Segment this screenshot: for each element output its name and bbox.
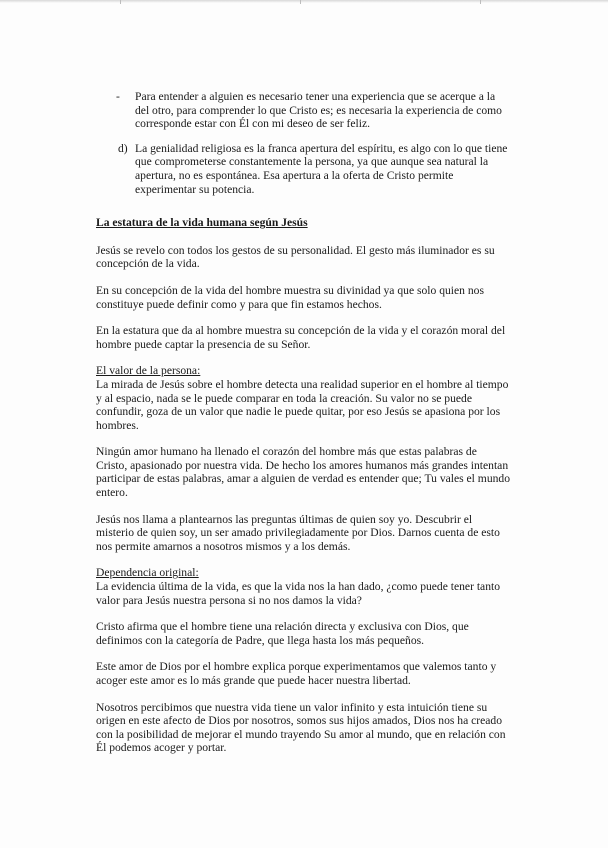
paragraph: Jesús nos llama a plantearnos las preguntas últimas de quien soy yo. Descubrir el misterio de quien soy, un ser amado privilegiadamente por Dios. Darnos cuenta de esto nos permite amarnos a nosotros mismos y a los demás. [96,512,500,553]
subheading: El valor de la persona: [96,364,201,378]
section-heading: La estatura de la vida humana según Jesús [96,216,308,230]
scan-tick-mark [120,0,121,4]
paragraph: Jesús se revelo con todos los gestos de su personalidad. El gesto más iluminador es su concepción de la vida. [96,243,495,271]
bullet-text: Para entender a alguien es necesario tener una experiencia que se acerque a la del otro, para comprender lo que Cristo es; es necesaria la experiencia de como corresponde estar con Él con mi deseo de ser feliz. [135,90,502,131]
document-body [96,90,510,768]
paragraph: Este amor de Dios por el hombre explica porque experimentamos que valemos tanto y acoger este amor es lo más grande que puede hacer nuestra libertad. [96,660,497,687]
bullet-marker: d) [118,141,128,155]
bullet-text: La genialidad religiosa es la franca apertura del espíritu, es algo con lo que tiene que comprometerse constantemente la persona, ya que aunque sea natural la apertura, no es espontánea. Esa apertura a la oferta de Cristo permite experimentar su potencia. [135,141,508,196]
paragraph: En la estatura que da al hombre muestra su concepción de la vida y el corazón moral del hombre puede captar la presencia de su Señor. [96,324,506,351]
bullet-item-d [96,142,510,196]
paragraph-dependencia [96,566,510,607]
paragraph-text: La evidencia última de la vida, es que la vida nos la han dado, ¿como puede tener tanto valor para Jesús nuestra persona si no nos damos la vida? [96,580,501,607]
paragraph: Nosotros percibimos que nuestra vida tiene un valor infinito y esta intuición tiene su origen en este afecto de Dios por nosotros, somos sus hijos amados, Dios nos ha creado con la posibilidad de mejorar el mundo trayendo Su amor al mundo, que en relación con Él podemos acoger y portar. [96,700,506,755]
scan-tick-mark [300,0,301,4]
scan-tick-mark [480,0,481,4]
paragraph-text: La mirada de Jesús sobre el hombre detecta una realidad superior en el hombre al tiempo y al espacio, nada se le puede comparar en toda la creación. Su valor no se puede confundir, goza de un valor que nadie le puede quitar, por eso Jesús se apasiona por los hombres. [96,377,509,432]
scan-top-edge [0,0,608,3]
bullet-marker: - [116,90,120,103]
subheading: Dependencia original: [96,566,199,580]
paragraph: Cristo afirma que el hombre tiene una relación directa y exclusiva con Dios, que definimos con la categoría de Padre, que llega hasta los más pequeños. [96,620,469,647]
paragraph: En su concepción de la vida del hombre muestra su divinidad ya que solo quien nos constituye puede definir como y para que fin estamos hechos. [96,283,484,311]
paragraph-valor-persona [96,364,510,432]
paragraph: Ningún amor humano ha llenado el corazón del hombre más que estas palabras de Cristo, apasionado por nuestra vida. De hecho los amores humanos más grandes intentan participar de estas palabras, amar a alguien de verdad es entender que; Tu vales el mundo entero. [96,445,511,500]
bullet-item-dash [96,90,510,131]
